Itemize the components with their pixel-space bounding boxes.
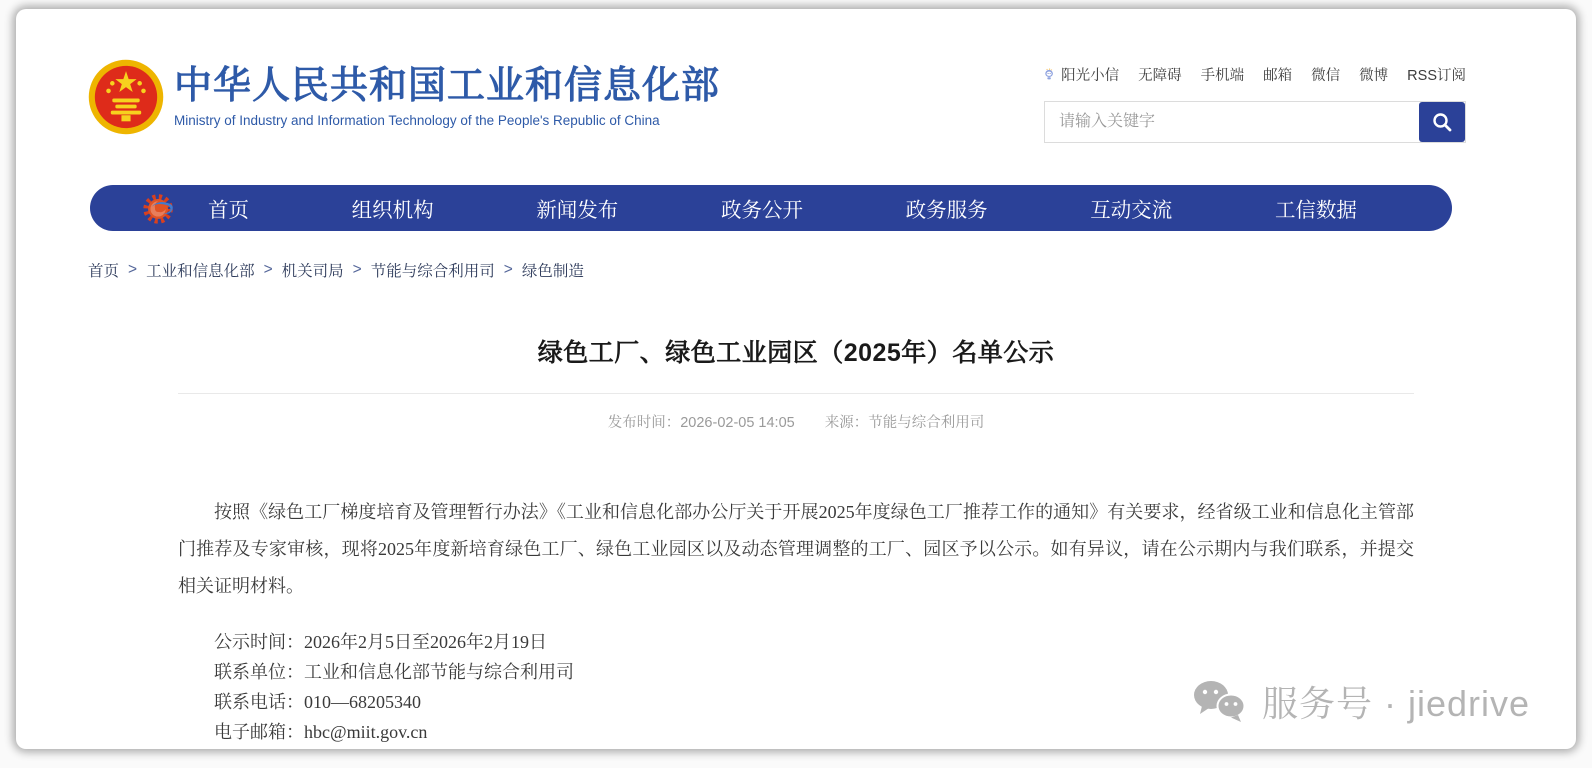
breadcrumb-energy-dept[interactable]: 节能与综合利用司	[370, 263, 495, 280]
contact-email: 电子邮箱：hbc@miit.gov.cn	[214, 722, 428, 742]
mascot-icon	[1044, 63, 1054, 85]
header-right	[1044, 59, 1466, 143]
breadcrumb-departments[interactable]: 机关司局	[281, 263, 344, 280]
search-button[interactable]	[1419, 102, 1465, 142]
nav-item-organization[interactable]: 组织机构	[351, 199, 434, 222]
search-icon	[1431, 111, 1453, 133]
nav-item-interaction[interactable]: 互动交流	[1090, 199, 1173, 222]
nav-item-home[interactable]: 首页	[208, 199, 249, 222]
site-header	[16, 9, 1576, 151]
site-title: 中华人民共和国工业和信息化部	[174, 64, 721, 107]
search-box	[1044, 101, 1466, 143]
main-nav	[90, 185, 1452, 231]
site-brand[interactable]	[88, 59, 720, 135]
wechat-icon	[1190, 679, 1248, 725]
miit-gear-logo-icon	[140, 189, 178, 227]
quick-link-mail[interactable]: 邮箱	[1263, 67, 1293, 84]
publish-time: 发布时间：2026-02-05 14:05	[607, 415, 795, 431]
nav-item-news[interactable]: 新闻发布	[536, 199, 619, 222]
contact-phone: 联系电话：010—68205340	[214, 692, 421, 712]
breadcrumb	[88, 259, 1576, 281]
watermark-text: 服务号 · jiedrive	[1261, 683, 1530, 724]
breadcrumb-separator: >	[352, 261, 362, 278]
quick-link-wechat[interactable]: 微信	[1311, 67, 1341, 84]
breadcrumb-miit[interactable]: 工业和信息化部	[146, 263, 255, 280]
national-emblem-icon	[88, 59, 164, 135]
site-subtitle: Ministry of Industry and Information Technology of the People's Republic of China	[174, 113, 660, 129]
quick-link-weibo[interactable]: 微博	[1359, 67, 1389, 84]
nav-item-gov-services[interactable]: 政务服务	[905, 199, 988, 222]
quick-link-accessibility[interactable]: 无障碍	[1138, 67, 1182, 84]
article-source: 来源：节能与综合利用司	[824, 415, 985, 431]
quick-link-mobile[interactable]: 手机端	[1200, 67, 1245, 84]
search-input[interactable]	[1045, 102, 1419, 142]
breadcrumb-separator: >	[263, 261, 273, 278]
breadcrumb-separator: >	[128, 261, 138, 278]
breadcrumb-home[interactable]: 首页	[88, 263, 120, 280]
article-meta	[178, 411, 1414, 432]
contact-unit: 联系单位：工业和信息化部节能与综合利用司	[214, 662, 574, 682]
nav-item-gov-disclosure[interactable]: 政务公开	[720, 199, 803, 222]
quick-link-sunshine[interactable]: 阳光小信	[1061, 67, 1120, 84]
article-paragraph: 按照《绿色工厂梯度培育及管理暂行办法》《工业和信息化部办公厅关于开展2025年度绿色工厂推荐工作的通知》有关要求，经省级工业和信息化主管部门推荐及专家审核，现将2025年度新培育绿色工厂、绿色工业园区以及动态管理调整的工厂、园区予以公示。如有异议，请在公示期内与我们联系，并提交相关证明材料。	[178, 502, 1414, 596]
page-card	[16, 9, 1576, 749]
nav-items	[208, 193, 1357, 223]
breadcrumb-separator: >	[503, 261, 513, 278]
watermark	[1190, 676, 1530, 727]
brand-text	[174, 66, 720, 129]
breadcrumb-current-green-manufacturing: 绿色制造	[521, 263, 584, 280]
quick-links	[1044, 63, 1466, 85]
publicity-period: 公示时间：2026年2月5日至2026年2月19日	[214, 632, 547, 652]
title-divider	[178, 393, 1414, 394]
article-title: 绿色工厂、绿色工业园区（2025年）名单公示	[537, 339, 1055, 367]
nav-item-miit-data[interactable]: 工信数据	[1274, 199, 1357, 222]
quick-link-rss[interactable]: RSS订阅	[1407, 67, 1466, 84]
